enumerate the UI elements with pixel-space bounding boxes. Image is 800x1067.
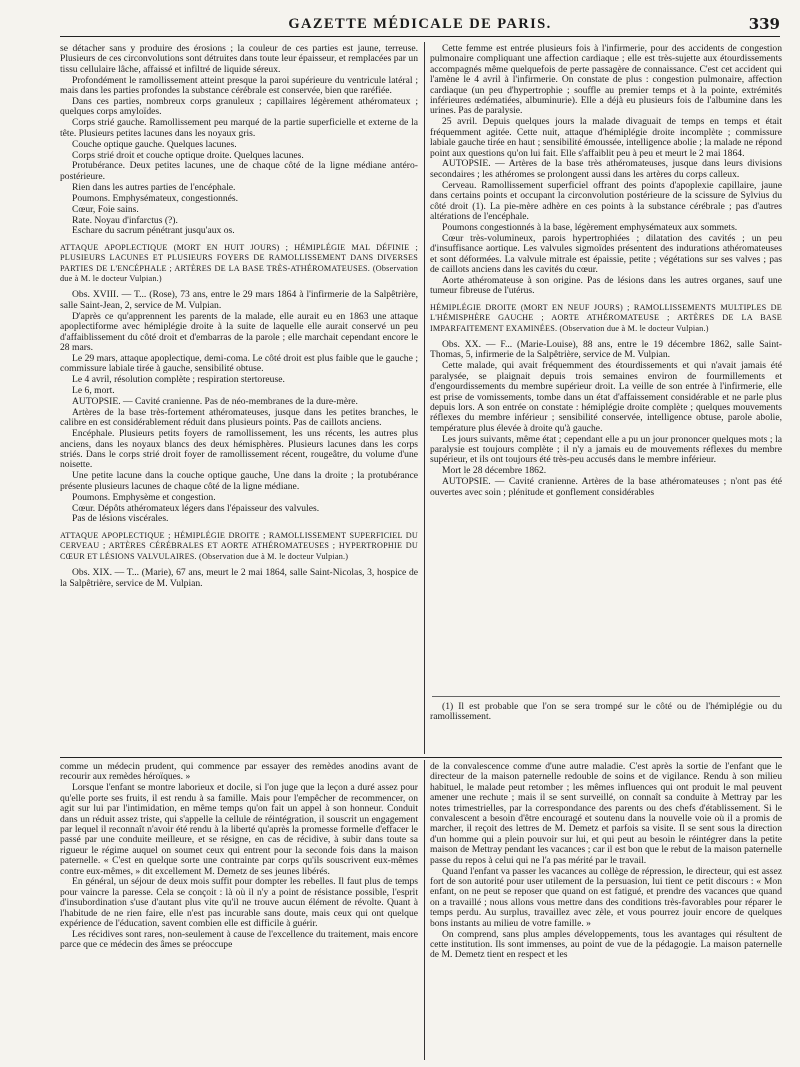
observation-title: Obs. XIX. — T... (Marie), 67 ans, meurt le 2 mai 1864, salle Saint-Nicolas, 3, hospice de la Salpêtrière, service de M. Vulpian. [60,567,418,589]
paragraph: Cette femme est entrée plusieurs fois à l'infirmerie, pour des accidents de congestion pulmonaire compliquant une affection cardiaque ; elle est très-sujette aux étourdissements accompagnés même quelquefois de perte passagère de connaissance. C'est cet accident qui l'amène le 4 avril à l'infirmerie. On constate de plus : congestion pulmonaire, affection cardiaque (un peu d'hypertrophie ; souffle au premier temps et à la pointe, extrémités inférieures œdématiées, albuminurie). Elle a déjà eu plusieurs fois de l'albumine dans les urines. Pas de paralysie. [430,44,782,117]
paragraph: 25 avril. Depuis quelques jours la malade divaguait de temps en temps et était fréquemment agitée. Cette nuit, attaque d'hémiplégie droite incomplète ; commissure labiale gauche tirée en haut ; sensibilité émoussée, intelligence abolie ; la malade ne répond point aux questions qu'on lui fait. Elle s'affaiblit peu à peu et meurt le 2 mai 1864. [430,116,782,159]
paragraph: Lorsque l'enfant se montre laborieux et docile, si l'on juge que la leçon a duré assez pour qu'elle porte ses fruits, il est rendu à sa famille. Mais pour l'empêcher de recommencer, on agit sur lui par l'intimidation, en même temps qu'on fait un appel à son honneur. Conduit dans un réduit assez triste, qui s'appelle la cellule de réintégration, il souscrit un engagement par lequel il reconnaît n'avoir été rendu à la liberté qu'après la promesse formelle d'effacer le passé par une conduite meilleure, et se résigne, en cas de récidive, à subir dans toute sa rigueur le régime auquel on soumet ceux qui entrent pour la seconde fois dans la maison paternelle. « C'est en quelque sorte une contrainte par corps qu'ils souscrivent eux-mêmes contre eux-mêmes, » dit excellement M. Demetz de ses jeunes libérés. [60,782,418,877]
paragraph: Quand l'enfant va passer les vacances au collège de répression, le directeur, qui est assez fort de son autorité pour user utilement de la persuasion, lui tient ce petit discours : « Mon enfant, on ne peut se reposer que quand on est fatigué, et prendre des vacances que quand on a travaillé ; nous allons vous mettre dans des conditions très-favorables pour réparer le temps perdu. Au surplus, travaillez avec zèle, et vous pourrez jouir encore de quelques bons instants au milieu de votre famille. » [430,865,782,929]
paragraph: AUTOPSIE. — Cavité cranienne. Artères de la base athéromateuses ; n'ont pas été ouvertes avec soin ; plénitude et gonflement considérables [430,476,782,498]
case-heading: ATTAQUE APOPLECTIQUE (MORT EN HUIT JOURS) ; HÉMIPLÉGIE MAL DÉFINIE ; PLUSIEURS LACUNES ET PLUSIEURS FOYERS DE RAMOLLISSEMENT DANS DIVERSES PARTIES DE L'ENCÉPHALE ; ARTÈRES DE LA BASE TRÈS-ATHÉROMATEUSES. (Observation due à M. le docteur Vulpian.) [60,242,418,284]
paragraph: Aorte athéromateuse à son origine. Pas de lésions dans les autres organes, sauf une tumeur fibreuse de l'utérus. [430,274,782,297]
paragraph: Rien dans les autres parties de l'encéphale. [72,181,236,193]
paragraph: Le 29 mars, attaque apoplectique, demi-coma. Le côté droit est plus faible que le gauche ; commissure labiale tirée à gauche, sensibilité obtuse. [60,352,418,375]
footnote [430,702,782,750]
paragraph: D'après ce qu'apprennent les parents de la malade, elle aurait eu en 1863 une attaque apoplectiforme avec hémiplégie droite à la suite de laquelle elle aurait conservé un peu d'affaiblissement du côté droit et d'embarras de la parole ; elle marchait cependant encore le 28 mars. [60,310,418,353]
footnote-rule [432,696,780,697]
paragraph: Protubérance. Deux petites lacunes, une de chaque côté de la ligne médiane antéro-postérieure. [60,160,418,182]
column-divider [424,42,425,754]
paragraph: Une petite lacune dans la couche optique gauche, Une dans la droite ; la protubérance présente plusieurs lacunes de chaque côté de la ligne médiane. [60,470,418,492]
paragraph: Les jours suivants, même état ; cependant elle a pu un jour prononcer quelques mots ; la paralysie est toujours complète ; il n'y a jamais eu de mouvements réflexes du membre supérieur, et ils ont toujours été très-peu accusés dans le membre inférieur. [430,433,782,466]
column-divider [424,760,425,1060]
lower-left-column [60,762,418,1062]
paragraph: Couche optique gauche. Quelques lacunes. [72,138,237,150]
paragraph: Poumons congestionnés à la base, légèrement emphysémateux aux sommets. [442,221,738,233]
lower-right-column [430,762,782,1062]
paragraph: comme un médecin prudent, qui commence par essayer des remèdes anodins avant de recourir aux remèdes héroïques. » [60,762,418,783]
observation-title: Obs. XX. — F... (Marie-Louise), 88 ans, entre le 19 décembre 1862, salle Saint-Thomas, 5, infirmerie de la Salpêtrière, service de M. Vulpian. [430,338,782,361]
paragraph: Corps strié droit et couche optique droite. Quelques lacunes. [72,149,304,161]
paragraph: Pas de lésions viscérales. [72,513,169,525]
case-heading: ATTAQUE APOPLECTIQUE ; HÉMIPLÉGIE DROITE ; RAMOLLISSEMENT SUPERFICIEL DU CERVEAU ; ARTÈRES CÉRÉBRALES ET AORTE ATHÉROMATEUSES ; HYPERTROPHIE DU CŒUR ET LÉSIONS VALVULAIRES. (Observation due à M. le docteur Vulpian.) [60,530,418,561]
paragraph: AUTOPSIE. — Artères de la base très athéromateuses, jusque dans leurs divisions secondaires ; les athéromes se prolongent aussi dans les artères du corps calleux. [430,158,782,180]
paragraph: Les récidives sont rares, non-seulement à cause de l'excellence du traitement, mais encore parce que ce médecin des âmes se préoccupe [60,929,418,951]
footnote-text: (1) Il est probable que l'on se sera trompé sur le côté ou de l'hémiplégie ou du ramollissement. [430,702,782,723]
paragraph: se détacher sans y produire des érosions ; la couleur de ces parties est jaune, terreuse. Plusieurs de ces circonvolutions sont détruites dans toute leur épaisseur, et remplacées par un tissu cellulaire lâche, affaissé et infiltré de liquide séreux. [60,44,418,75]
paragraph: Cette malade, qui avait fréquemment des étourdissements et qui n'avait jamais été paralysée, se plaignait depuis trois semaines environ de fourmillements et d'engourdissements du membre supérieur droit. La veille de son entrée à l'infirmerie, elle est prise de vomissements, tombe dans un état d'affaissement considérable et ne parle plus depuis lors. A son entrée on constate : hémiplégie droite complète ; quelques mouvements réflexes du membre inférieur ; sensibilité conservée, intelligence obtuse, parole abolie, température plus élevée à droite qu'à gauche. [430,360,782,434]
paragraph: Cœur très-volumineux, parois hypertrophiées ; dilatation des cavités ; un peu d'insuffisance aortique. Les valvules sigmoïdes présentent des indurations athéromateuses et sont déformées. La valvule mitrale est épaissie, petite ; végétations sur ses valves ; pas de caillots anciens dans les cavités du cœur. [430,232,782,276]
upper-left-column [60,44,418,624]
journal-title: GAZETTE MÉDICALE DE PARIS. [288,16,552,32]
paragraph: Poumons. Emphysémateux, congestionnés. [72,192,239,204]
running-header [60,14,780,37]
paragraph: de la convalescence comme d'une autre maladie. C'est après la sortie de l'enfant que le directeur de la maison paternelle redouble de soins et de vigilance. Rendu à son milieu habituel, le malade peut retomber ; les mêmes influences qui ont produit le mal peuvent amener une rechute ; mais il se sent surveillé, on connaît sa conduite à Mettray par les notes trimestrielles, par la correspondance des parents ou des chefs d'établissement. Si le convalescent a besoin d'être encouragé et soutenu dans la nouvelle voie où il a promis de marcher, il reçoit des lettres de M. Demetz et parfois sa visite. Il se sent sous la direction d'un homme qui a plein pouvoir sur lui, et qui peut au besoin le réintégrer dans la petite maison de Mettray pendant les vacances ; car il est bon que le rebut de la maison paternelle passe du repos à celui qui ne l'a pas mérité par le travail. [430,762,782,866]
case-heading: HÉMIPLÉGIE DROITE (MORT EN NEUF JOURS) ; RAMOLLISSEMENTS MULTIPLES DE L'HÉMISPHÈRE GAUCHE ; AORTE ATHÉROMATEUSE ; ARTÈRES DE LA BASE IMPARFAITEMENT EXAMINÉES. (Observation due à M. le docteur Vulpian.) [430,302,782,333]
paragraph: Le 6, mort. [72,385,115,397]
paragraph: Poumons. Emphysème et congestion. [72,491,216,503]
paragraph: En général, un séjour de deux mois suffit pour dompter les rebelles. Il faut plus de temps pour vaincre la paresse. Cela se conçoit : là où il n'y a point de résistance possible, l'esprit d'insubordination s'use d'autant plus vite qu'il ne trouve aucun élément de révolte. Quant à l'habitude de ne rien faire, elle n'est pas incurable sans doute, mais ceux qui ont quelque expérience de l'éducation, savent combien elle est difficile à guérir. [60,876,418,930]
paragraph: Cerveau. Ramollissement superficiel offrant des points d'apoplexie capillaire, jaune dans certains points et occupant la circonvolution postérieure de la scissure de Sylvius du côté droit (1). La pie-mère adhère en ces points à la substance cérébrale ; pas d'autres altérations de l'encéphale. [430,179,782,222]
paragraph: Corps strié gauche. Ramollissement peu marqué de la partie superficielle et externe de la tête. Plusieurs petites lacunes dans les noyaux gris. [60,117,418,139]
paragraph: Eschare du sacrum pénétrant jusqu'aux os. [72,225,235,237]
paragraph: Mort le 28 décembre 1862. [442,465,547,477]
paragraph: Profondément le ramollissement atteint presque la paroi supérieure du ventricule latéral ; mais dans les parties profondes la substance cérébrale est conservée, bien que raréfiée. [60,74,418,97]
paragraph: Le 4 avril, résolution complète ; respiration stertoreuse. [72,374,285,386]
paragraph: Cœur, Foie sains. [72,203,139,215]
paragraph: Rate. Noyau d'infarctus (?). [72,214,178,226]
observation-title: Obs. XVIII. — T... (Rose), 73 ans, entre le 29 mars 1864 à l'infirmerie de la Salpêtrière, salle Saint-Jean, 2, service de M. Vulpian. [60,289,418,311]
section-divider [60,757,782,758]
paragraph: Artères de la base très-fortement athéromateuses, jusque dans les petites branches, le calibre en est considérablement réduit dans plusieurs points. Pas de caillots anciens. [60,406,418,429]
paragraph: AUTOPSIE. — Cavité cranienne. Pas de néo-membranes de la dure-mère. [72,396,358,407]
paragraph: Dans ces parties, nombreux corps granuleux ; capillaires légèrement athéromateux ; quelques corps amyloïdes. [60,96,418,118]
page-number: 339 [748,15,780,33]
paragraph: Encéphale. Plusieurs petits foyers de ramollissement, les uns récents, les autres plus anciens, dans les noyaux blancs des deux hémisphères. Plusieurs lacunes dans les corps striés. Dans le corps strié droit foyer de ramollissement récent, rougeâtre, du volume d'une noisette. [60,428,418,471]
paragraph: On comprend, sans plus amples développements, tous les avantages qui résultent de cette institution. Ils sont immenses, au point de vue de la pédagogie. La maison paternelle de M. Demetz tient en respect et les [430,928,782,961]
paragraph: Cœur. Dépôts athéromateux légers dans l'épaisseur des valvules. [72,502,320,514]
upper-right-column [430,44,782,684]
